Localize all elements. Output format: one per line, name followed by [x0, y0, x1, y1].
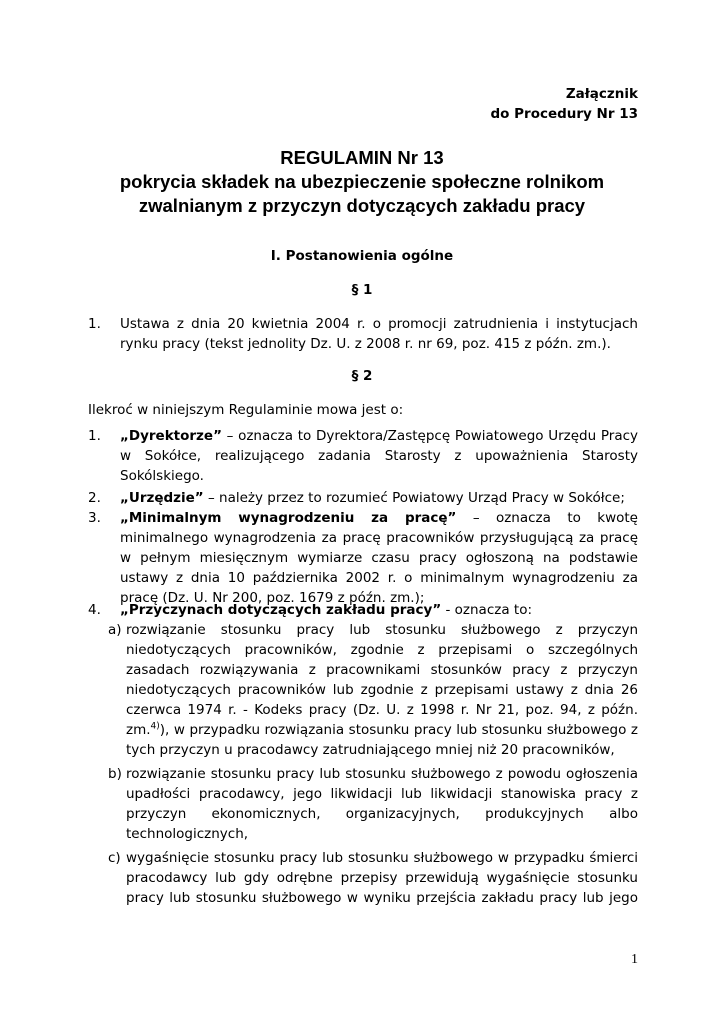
definition-item	[120, 426, 638, 486]
definition-text: - oznacza to:	[441, 602, 533, 618]
document-title	[0, 146, 724, 218]
annex-line-1: Załącznik	[565, 86, 638, 102]
title-line-2: pokrycia składek na ubezpieczenie społeczne rolnikom	[119, 171, 605, 192]
item-number: 1.	[88, 316, 101, 332]
title-line-1: REGULAMIN Nr 13	[280, 147, 444, 168]
item-number: 2.	[88, 490, 101, 506]
title-line-3: zwalnianym z przyczyn dotyczących zakładu pracy	[138, 195, 586, 216]
page-number: 1	[631, 952, 638, 967]
section-heading: I. Postanowienia ogólne	[270, 248, 454, 264]
sub-item-text-part: ), w przypadku rozwiązania stosunku pracy lub stosunku służbowego z tych przyczyn u pracodawcy zatrudniającego mniej niż 20 pracowników,	[126, 722, 638, 758]
defined-term: „Przyczynach dotyczących zakładu pracy”	[120, 602, 442, 618]
item-number: 4.	[88, 602, 101, 618]
defined-term: „Minimalnym wynagrodzeniu za pracę”	[120, 510, 457, 526]
item-number: 3.	[88, 510, 101, 526]
definition-item	[120, 488, 650, 508]
paragraph-heading-1: § 1	[351, 282, 373, 298]
sub-item-label: c)	[108, 850, 121, 866]
definition-text: – oznacza to kwotę minimalnego wynagrodzenia za pracę pracowników przysługującą za pracę w pełnym miesięcznym wymiarze czasu pracy ogłoszoną na podstawie ustawy z dnia 10 października 2002 r. o minimalnym wynagrodzeniu za pracę (Dz. U. Nr 200, poz. 1679 z późn. zm.);	[120, 510, 638, 606]
defined-term: „Dyrektorze”	[120, 428, 222, 444]
annex-label	[491, 84, 639, 124]
intro-text: Ilekroć w niniejszym Regulaminie mowa jest o:	[88, 402, 404, 418]
paragraph-heading-2: § 2	[351, 368, 373, 384]
sub-item-label: a)	[108, 622, 122, 638]
definition-text: – należy przez to rozumieć Powiatowy Urząd Pracy w Sokółce;	[203, 490, 625, 506]
item-number: 1.	[88, 428, 101, 444]
sub-item-text: rozwiązanie stosunku pracy lub stosunku służbowego z powodu ogłoszenia upadłości pracodawcy, jego likwidacji lub likwidacji stanowiska pracy z przyczyn ekonomicznych, organizacyjnych, produkcyjnych albo technologicznych,	[126, 766, 638, 842]
sub-item-text: wygaśnięcie stosunku pracy lub stosunku służbowego w przypadku śmierci pracodawcy lub gdy odrębne przepisy przewidują wygaśnięcie stosunku pracy lub stosunku służbowego w wyniku przejścia zakładu pracy lub jego	[126, 850, 638, 906]
sub-item-text-part: rozwiązanie stosunku pracy lub stosunku służbowego z przyczyn niedotyczących pracowników, zgodnie z przepisami o szczególnych zasadach rozwiązywania z pracownikami stosunków pracy z przyczyn niedotyczących pracowników lub zgodnie z przepisami ustawy z dnia 26 czerwca 1974 r. - Kodeks pracy (Dz. U. z 1998 r. Nr 21, poz. 94, z późn. zm.	[126, 622, 638, 738]
sub-item-text	[126, 620, 638, 760]
annex-line-2: do Procedury Nr 13	[490, 106, 638, 122]
defined-term: „Urzędzie”	[120, 490, 204, 506]
definition-item	[120, 508, 638, 608]
sub-item-label: b)	[108, 766, 122, 782]
definition-item	[120, 600, 638, 620]
definition-text: – oznacza to Dyrektora/Zastępcę Powiatowego Urzędu Pracy w Sokółce, realizującego zadania Starosty z upoważnienia Starosty Sokólskiego.	[120, 428, 638, 484]
footnote-reference: 4)	[150, 721, 160, 732]
list-item-text: Ustawa z dnia 20 kwietnia 2004 r. o promocji zatrudnienia i instytucjach rynku pracy (tekst jednolity Dz. U. z 2008 r. nr 69, poz. 415 z późn. zm.).	[120, 316, 638, 352]
